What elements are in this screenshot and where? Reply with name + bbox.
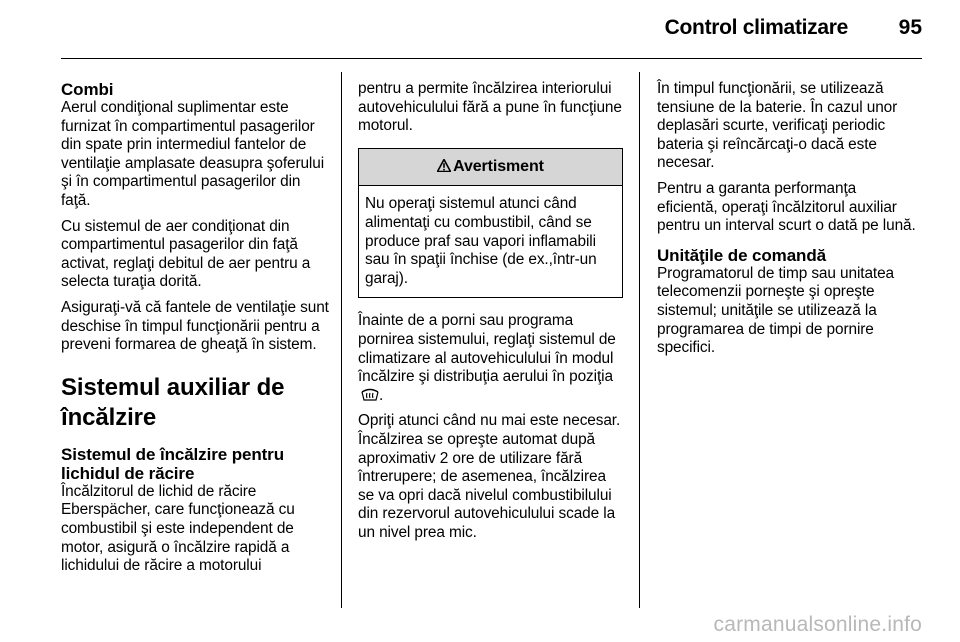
performance-paragraph: Pentru a garanta performanţa eficientă, operaţi încălzitorul auxiliar pentru un interval scurt o dată pe lună. (657, 179, 916, 235)
setup-paragraph (358, 312, 623, 405)
coolant-heater-paragraph: Încălzitorul de lichid de răcire Eberspächer, care funcţionează cu combustibil şi este independent de motor, asigură o încălzire rapidă a lichidului de răcire a motorului (61, 482, 295, 575)
coolant-heater-heading: Sistemul de încălzire pentru lichidul de răcire (61, 444, 284, 483)
warning-text: Nu operaţi sistemul atunci când alimentaţi cu combustibil, când se produce praf sau vapori inflamabili sau în spaţii închise (de ex.,într-un garaj). (365, 195, 597, 287)
warning-triangle-icon (437, 159, 451, 172)
setup-paragraph-text: Înainte de a porni sau programa pornirea sistemului, reglaţi sistemul de climatizare al autovehiculului în modul încălzire şi distribuţia aerului în poziţia (358, 312, 616, 386)
column-2 (358, 80, 623, 549)
page-header-title: Control climatizare (664, 16, 848, 39)
warning-title: Avertisment (453, 157, 544, 175)
control-units-heading: Unităţile de comandă (657, 245, 826, 265)
column-1 (61, 80, 333, 583)
shutoff-paragraph: Opriţi atunci când nu mai este necesar. Încălzirea se opreşte automat după aproximativ 2 ore de utilizare fără întrerupere; de asemenea, încălzirea se va opri dacă nivelul combustibilului din rezervorul autovehiculului scade la un nivel prea mic. (358, 412, 621, 541)
column-3 (657, 80, 917, 365)
column-divider-1 (341, 72, 342, 608)
setup-paragraph-end: . (379, 386, 384, 404)
battery-paragraph: În timpul funcţionării, se utilizează tensiune de la baterie. În cazul unor deplasări scurte, verificaţi periodic bateria şi reîncărcaţi-o dacă este necesar. (657, 80, 898, 172)
windshield-defrost-icon (361, 388, 379, 402)
continued-paragraph: pentru a permite încălzirea interiorului autovehiculului fără a pune în funcţiune motorul. (358, 80, 622, 135)
watermark: carmanualsonline.info (713, 613, 922, 636)
combi-heading: Combi (61, 80, 114, 99)
control-units-paragraph: Programatorul de timp sau unitatea telecomenzii porneşte şi opreşte sistemul; unităţile se utilizează la programarea de timpi de pornire specifici. (657, 264, 894, 357)
auxiliary-heater-heading: Sistemul auxiliar de încălzire (61, 373, 285, 431)
combi-paragraph-1: Aerul condiţional suplimentar este furnizat în compartimentul pasagerilor din spate prin intermediul fantelor de ventilaţie amplasate deasupra şoferului şi în compartimentul pasagerilor din faţă. (61, 99, 325, 209)
warning-header (359, 149, 622, 187)
combi-paragraph-2: Cu sistemul de aer condiţionat din compartimentul pasagerilor din faţă activat, reglaţi debitul de aer pentru a selecta turaţia dorită. (61, 217, 311, 291)
combi-paragraph-3: Asiguraţi-vă că fantele de ventilaţie sunt deschise în timpul funcţionării pentru a preveni formarea de gheaţă în sistem. (61, 298, 329, 354)
warning-box (358, 148, 623, 299)
header-rule (61, 58, 922, 59)
page-number: 95 (898, 16, 922, 39)
column-divider-2 (639, 72, 640, 608)
